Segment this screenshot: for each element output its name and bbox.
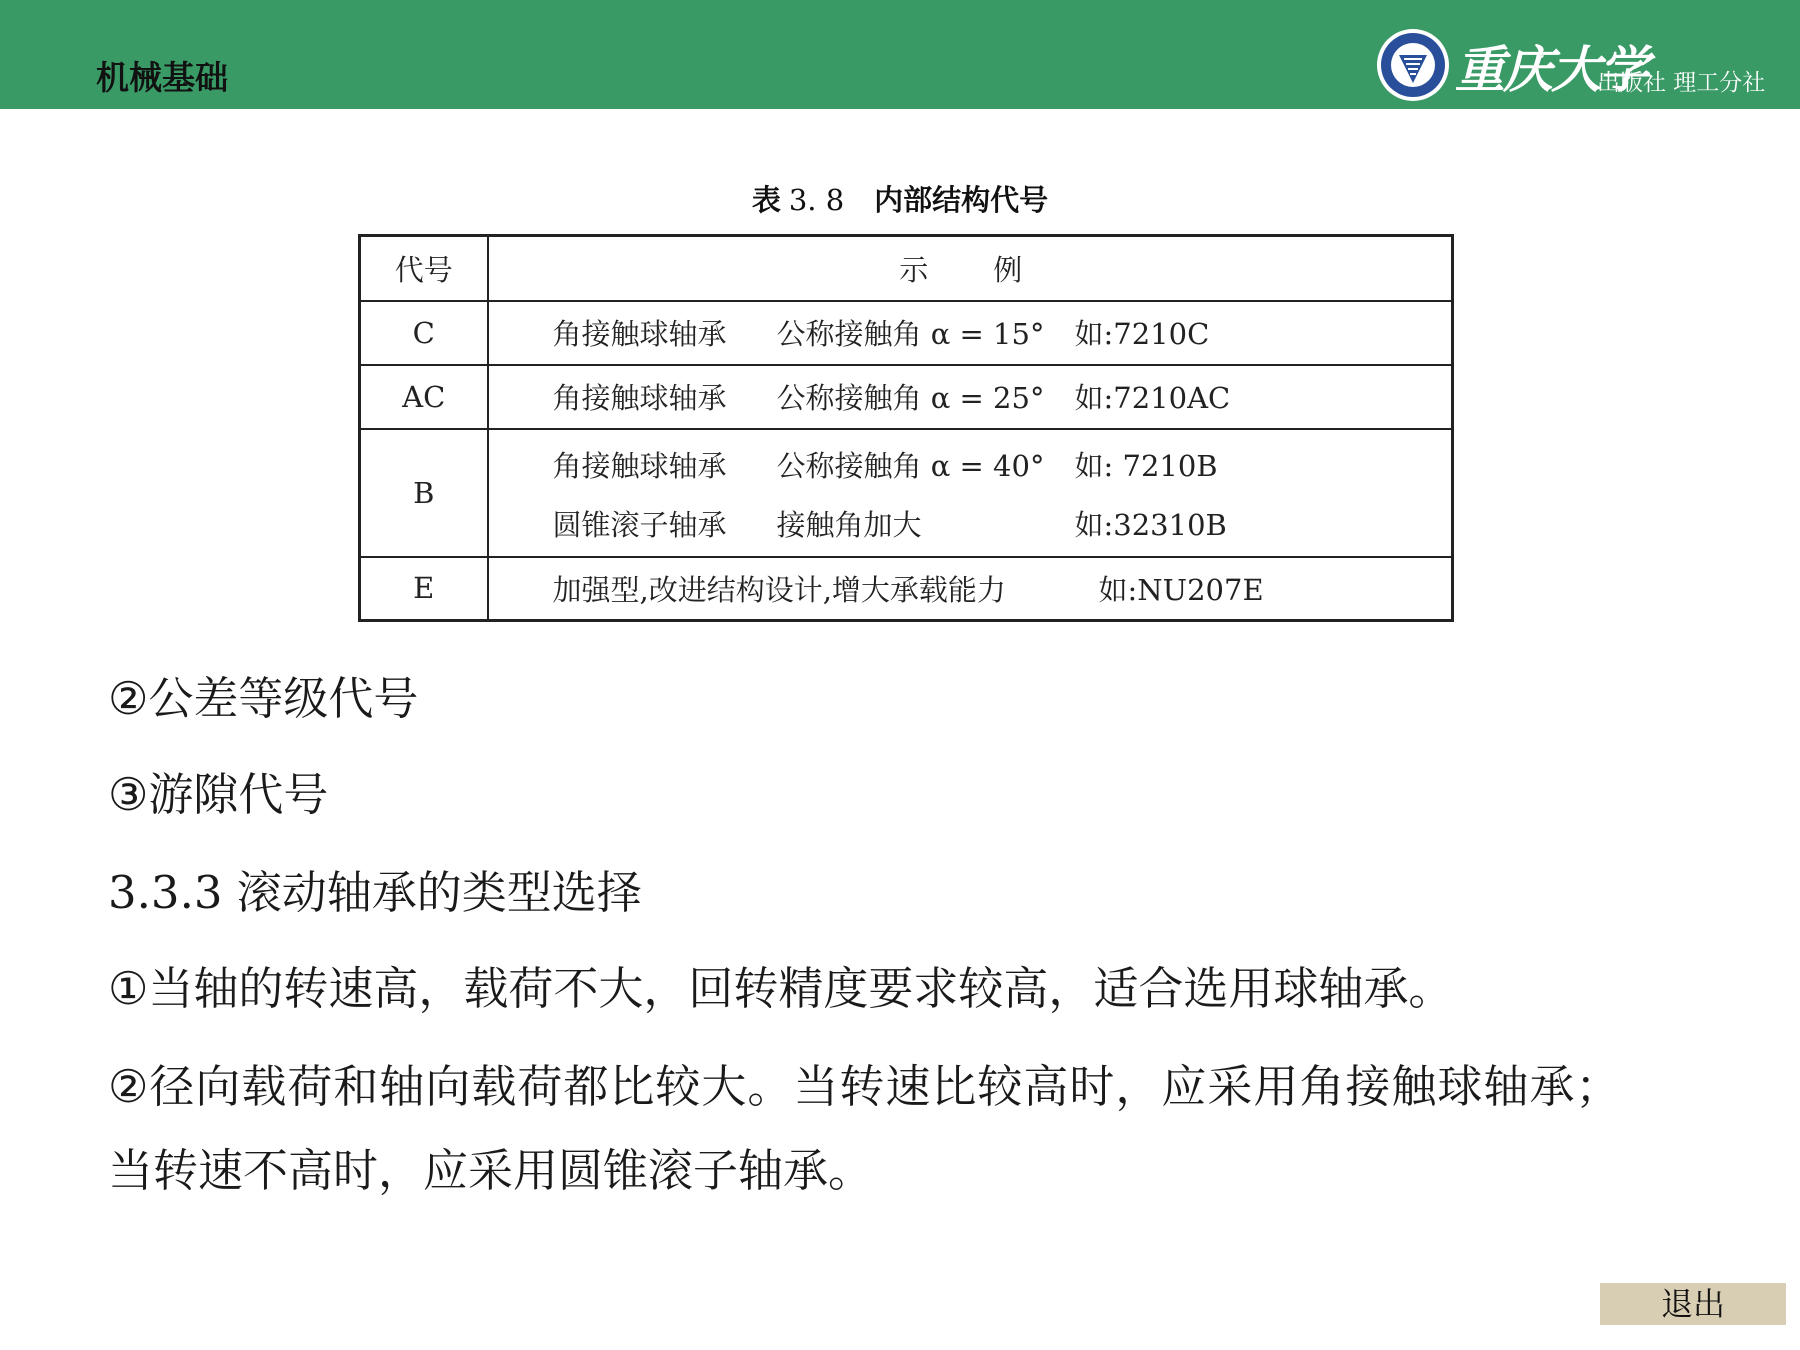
bearing-desc: 接触角加大: [776, 507, 922, 542]
bearing-type: 角接触球轴承: [552, 381, 727, 415]
table-header-row: [360, 236, 1453, 301]
bearing-type: 角接触球轴承: [552, 317, 727, 351]
section-heading: 3.3.3 滚动轴承的类型选择: [108, 866, 642, 919]
bearing-type: 角接触球轴承: [552, 448, 727, 483]
bearing-example: 如:32310B: [1074, 507, 1227, 542]
bearing-example: 如:7210C: [1074, 317, 1210, 351]
selection-rule-2-cont: 当转速不高时，应采用圆锥滚子轴承。: [108, 1144, 874, 1197]
internal-structure-code-table: [358, 234, 1454, 622]
example-line: [553, 444, 1452, 485]
course-title: 机械基础: [96, 58, 228, 97]
header-example: 示 例: [488, 236, 1453, 301]
row-example: [488, 301, 1453, 365]
row-code: B: [360, 429, 488, 557]
tolerance-grade-item: ②公差等级代号: [108, 672, 419, 725]
table-caption-number: 3. 8: [788, 183, 845, 217]
row-example: [488, 365, 1453, 429]
clearance-code-item: ③游隙代号: [108, 768, 329, 821]
selection-rule-1: ①当轴的转速高，载荷不大，回转精度要求较高，适合选用球轴承。: [108, 962, 1454, 1015]
row-code: AC: [360, 365, 488, 429]
bearing-desc: 公称接触角 α = 40°: [776, 448, 1045, 483]
bearing-desc: 公称接触角 α = 25°: [776, 381, 1045, 415]
table-row: [360, 301, 1453, 365]
table-row: [360, 429, 1453, 557]
row-example: [488, 429, 1453, 557]
bearing-desc: 加强型,改进结构设计,增大承载能力: [552, 572, 1006, 607]
example-line: [553, 503, 1452, 544]
exit-button[interactable]: 退出: [1600, 1283, 1786, 1325]
table-caption-label: 表: [751, 183, 781, 217]
table-caption-title: 内部结构代号: [874, 183, 1049, 217]
bearing-example: 如:7210AC: [1074, 381, 1231, 415]
header-band: [0, 0, 1800, 109]
bearing-example: 如:NU207E: [1098, 572, 1264, 607]
table-row: [360, 365, 1453, 429]
bearing-type: 圆锥滚子轴承: [552, 507, 727, 542]
bearing-example: 如: 7210B: [1074, 448, 1218, 483]
press-label: 出版社 理工分社: [1597, 70, 1766, 96]
university-name-logo: 重庆大学: [1455, 40, 1647, 99]
table-caption: [0, 178, 1800, 219]
row-code: C: [360, 301, 488, 365]
row-code: E: [360, 557, 488, 621]
selection-rule-2: ②径向载荷和轴向载荷都比较大。当转速比较高时，应采用角接触球轴承；: [108, 1060, 1622, 1113]
bearing-desc: 公称接触角 α = 15°: [776, 317, 1045, 351]
header-code: 代号: [360, 236, 488, 301]
row-example: [488, 557, 1453, 621]
table-row: [360, 557, 1453, 621]
university-seal-icon: [1375, 27, 1451, 103]
